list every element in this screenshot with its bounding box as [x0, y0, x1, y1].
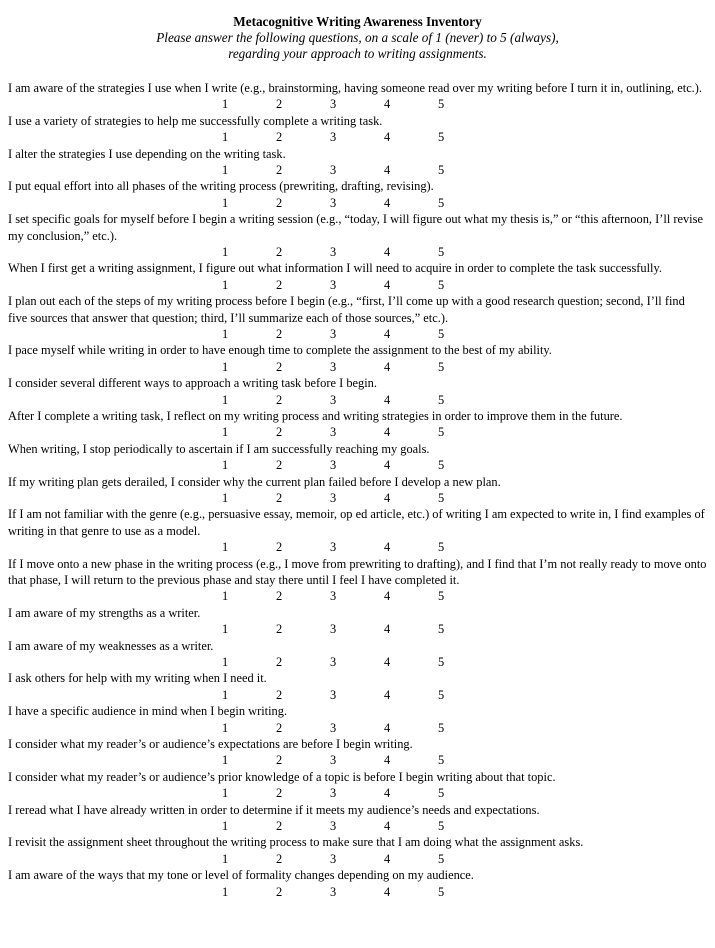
question-text: If I move onto a new phase in the writing process (e.g., I move from prewriting to drafting), and I find that I’m not really ready to move onto that phase, I will return to the previous phase and stay there until I feel I have completed it.: [8, 556, 707, 587]
rating-option[interactable]: 1: [222, 654, 229, 669]
rating-option[interactable]: 1: [222, 720, 229, 735]
question-text: I am aware of my weaknesses as a writer.: [8, 638, 214, 653]
rating-option[interactable]: 4: [384, 540, 391, 555]
rating-option[interactable]: 4: [384, 195, 391, 210]
rating-option[interactable]: 2: [276, 654, 283, 669]
question-text: I plan out each of the steps of my writing process before I begin (e.g., “first, I’ll come up with a good research question; second, I’ll find five sources that answer that question; third, I’ll summarize each of those sources,” etc.).: [8, 294, 685, 325]
question-item: [8, 441, 707, 474]
question-text: I ask others for help with my writing when I need it.: [8, 671, 267, 686]
rating-option[interactable]: 1: [222, 163, 229, 177]
rating-scale: [8, 785, 707, 801]
rating-option[interactable]: 4: [384, 687, 391, 702]
rating-option[interactable]: 4: [384, 327, 391, 341]
rating-option[interactable]: 1: [222, 884, 229, 899]
question-text: I alter the strategies I use depending on the writing task.: [8, 146, 286, 161]
question-item: [8, 260, 707, 293]
question-item: [8, 178, 707, 211]
rating-option[interactable]: 3: [330, 490, 337, 505]
rating-option[interactable]: 5: [438, 818, 445, 833]
rating-option[interactable]: 4: [384, 753, 391, 768]
rating-scale: [8, 687, 707, 703]
rating-option[interactable]: 5: [438, 130, 445, 145]
rating-scale: [8, 490, 707, 506]
rating-option[interactable]: 1: [222, 392, 229, 407]
rating-option[interactable]: 1: [222, 130, 229, 145]
rating-option[interactable]: 5: [438, 359, 445, 374]
rating-option[interactable]: 4: [384, 851, 391, 866]
rating-option[interactable]: 1: [222, 622, 229, 637]
rating-option[interactable]: 5: [438, 195, 445, 210]
rating-option[interactable]: 2: [276, 540, 283, 555]
rating-option[interactable]: 1: [222, 490, 229, 505]
rating-scale: [8, 359, 707, 375]
rating-option[interactable]: 5: [438, 327, 445, 341]
question-text: I put equal effort into all phases of the writing process (prewriting, drafting, revising).: [8, 179, 434, 194]
question-text: I reread what I have already written in order to determine if it meets my audience’s needs and expectations.: [8, 802, 540, 817]
rating-option[interactable]: 4: [384, 130, 391, 145]
rating-option[interactable]: 1: [222, 818, 229, 833]
rating-option[interactable]: 5: [438, 490, 445, 505]
rating-option[interactable]: 1: [222, 589, 229, 604]
question-text: After I complete a writing task, I reflect on my writing process and writing strategies in order to improve them in the future.: [8, 408, 623, 423]
rating-option[interactable]: 3: [330, 687, 337, 702]
rating-option[interactable]: 3: [330, 163, 337, 177]
rating-option[interactable]: 2: [276, 884, 283, 899]
rating-option[interactable]: 4: [384, 277, 391, 292]
rating-option[interactable]: 5: [438, 163, 445, 177]
rating-option[interactable]: 5: [438, 884, 445, 899]
question-text: When I first get a writing assignment, I figure out what information I will need to acquire in order to complete the task successfully.: [8, 261, 662, 276]
rating-scale: [8, 818, 707, 834]
rating-option[interactable]: 2: [276, 589, 283, 604]
rating-option[interactable]: 4: [384, 163, 391, 177]
rating-option[interactable]: 1: [222, 97, 229, 112]
question-text: I consider what my reader’s or audience’s prior knowledge of a topic is before I begin writing about that topic.: [8, 769, 556, 784]
rating-option[interactable]: 2: [276, 458, 283, 473]
question-item: [8, 342, 707, 375]
rating-scale: [8, 195, 707, 211]
question-item: [8, 211, 707, 260]
rating-option[interactable]: 1: [222, 458, 229, 473]
rating-option[interactable]: 3: [330, 359, 337, 374]
rating-option[interactable]: 2: [276, 277, 283, 292]
question-text: I have a specific audience in mind when I begin writing.: [8, 704, 288, 719]
question-item: [8, 834, 707, 867]
rating-scale: [8, 129, 707, 145]
question-text: If I am not familiar with the genre (e.g., persuasive essay, memoir, op ed article, etc.) of writing I am expected to write in, I find examples of writing in that genre to use as a model.: [8, 507, 705, 538]
rating-option[interactable]: 5: [438, 654, 445, 669]
question-item: [8, 802, 707, 835]
question-item: [8, 703, 707, 736]
rating-option[interactable]: 3: [330, 425, 337, 440]
rating-option[interactable]: 1: [222, 245, 229, 259]
rating-option[interactable]: 3: [330, 818, 337, 833]
rating-option[interactable]: 2: [276, 851, 283, 866]
rating-option[interactable]: 3: [330, 392, 337, 407]
question-item: [8, 769, 707, 802]
rating-option[interactable]: 3: [330, 720, 337, 735]
rating-option[interactable]: 3: [330, 245, 337, 259]
rating-option[interactable]: 2: [276, 622, 283, 637]
rating-scale: [8, 424, 707, 440]
rating-option[interactable]: 3: [330, 654, 337, 669]
question-text: I am aware of the strategies I use when I write (e.g., brainstorming, having someone read over my writing before I turn it in, outlining, etc.).: [8, 81, 703, 95]
rating-option[interactable]: 3: [330, 851, 337, 866]
rating-option[interactable]: 2: [276, 753, 283, 768]
instructions-line-2: regarding your approach to writing assignments.: [228, 46, 487, 61]
rating-scale: [8, 96, 707, 112]
question-item: [8, 113, 707, 146]
rating-option[interactable]: 2: [276, 327, 283, 341]
rating-option[interactable]: 5: [438, 425, 445, 440]
rating-option[interactable]: 2: [276, 392, 283, 407]
rating-option[interactable]: 5: [438, 720, 445, 735]
inventory-header: [8, 14, 707, 62]
rating-scale: [8, 720, 707, 736]
question-text: If my writing plan gets derailed, I consider why the current plan failed before I develop a new plan.: [8, 474, 501, 489]
rating-option[interactable]: 3: [330, 97, 337, 112]
rating-option[interactable]: 4: [384, 818, 391, 833]
rating-option[interactable]: 5: [438, 786, 445, 801]
question-text: I set specific goals for myself before I begin a writing session (e.g., “today, I will figure out what my thesis is,” or “this afternoon, I’ll revise my conclusion,” etc.).: [8, 212, 703, 243]
rating-option[interactable]: 4: [384, 97, 391, 112]
rating-scale: [8, 752, 707, 768]
question-text: I pace myself while writing in order to have enough time to complete the assignment to the best of my ability.: [8, 343, 552, 358]
question-item: [8, 736, 707, 769]
rating-option[interactable]: 1: [222, 327, 229, 341]
rating-option[interactable]: 5: [438, 622, 445, 637]
rating-scale: [8, 277, 707, 293]
rating-option[interactable]: 2: [276, 687, 283, 702]
rating-option[interactable]: 2: [276, 818, 283, 833]
rating-option[interactable]: 2: [276, 425, 283, 440]
rating-option[interactable]: 4: [384, 245, 391, 259]
rating-option[interactable]: 1: [222, 786, 229, 801]
rating-scale: [8, 457, 707, 473]
rating-option[interactable]: 2: [276, 359, 283, 374]
rating-option[interactable]: 3: [330, 786, 337, 801]
rating-option[interactable]: 2: [276, 97, 283, 112]
rating-option[interactable]: 2: [276, 490, 283, 505]
question-list: [8, 80, 707, 900]
rating-option[interactable]: 2: [276, 720, 283, 735]
question-item: [8, 474, 707, 507]
rating-option[interactable]: 4: [384, 786, 391, 801]
question-item: [8, 605, 707, 638]
rating-option[interactable]: 3: [330, 540, 337, 555]
rating-option[interactable]: 5: [438, 97, 445, 112]
rating-scale: [8, 244, 707, 260]
rating-option[interactable]: 4: [384, 490, 391, 505]
rating-option[interactable]: 1: [222, 359, 229, 374]
rating-option[interactable]: 3: [330, 753, 337, 768]
question-text: I am aware of the ways that my tone or level of formality changes depending on my audience.: [8, 868, 474, 883]
rating-option[interactable]: 4: [384, 589, 391, 604]
question-item: [8, 556, 707, 605]
rating-option[interactable]: 4: [384, 392, 391, 407]
question-item: [8, 146, 707, 179]
rating-option[interactable]: 1: [222, 277, 229, 292]
rating-option[interactable]: 5: [438, 392, 445, 407]
rating-option[interactable]: 1: [222, 195, 229, 210]
rating-scale: [8, 884, 707, 900]
rating-option[interactable]: 4: [384, 425, 391, 440]
rating-option[interactable]: 3: [330, 130, 337, 145]
rating-option[interactable]: 3: [330, 589, 337, 604]
rating-option[interactable]: 2: [276, 245, 283, 259]
rating-scale: [8, 162, 707, 178]
rating-option[interactable]: 5: [438, 245, 445, 259]
question-text: I consider what my reader’s or audience’s expectations are before I begin writing.: [8, 736, 413, 751]
rating-option[interactable]: 5: [438, 687, 445, 702]
rating-scale: [8, 851, 707, 867]
rating-option[interactable]: 3: [330, 884, 337, 899]
rating-option[interactable]: 4: [384, 654, 391, 669]
rating-option[interactable]: 2: [276, 163, 283, 177]
question-item: [8, 506, 707, 555]
rating-option[interactable]: 5: [438, 540, 445, 555]
rating-option[interactable]: 3: [330, 458, 337, 473]
question-text: I revisit the assignment sheet throughout the writing process to make sure that I am doing what the assignment asks.: [8, 835, 584, 850]
rating-option[interactable]: 5: [438, 277, 445, 292]
instructions-line-1: Please answer the following questions, on a scale of 1 (never) to 5 (always),: [156, 30, 559, 45]
rating-option[interactable]: 1: [222, 851, 229, 866]
rating-option[interactable]: 2: [276, 130, 283, 145]
question-item: [8, 408, 707, 441]
rating-option[interactable]: 3: [330, 622, 337, 637]
rating-option[interactable]: 5: [438, 589, 445, 604]
rating-option[interactable]: 1: [222, 753, 229, 768]
rating-option[interactable]: 3: [330, 195, 337, 210]
question-item: [8, 670, 707, 703]
rating-option[interactable]: 2: [276, 786, 283, 801]
rating-option[interactable]: 4: [384, 884, 391, 899]
rating-scale: [8, 654, 707, 670]
rating-scale: [8, 539, 707, 555]
rating-option[interactable]: 4: [384, 458, 391, 473]
rating-option[interactable]: 3: [330, 277, 337, 292]
rating-option[interactable]: 1: [222, 540, 229, 555]
question-item: [8, 375, 707, 408]
question-text: I consider several different ways to approach a writing task before I begin.: [8, 376, 377, 391]
question-text: When writing, I stop periodically to ascertain if I am successfully reaching my goals.: [8, 441, 430, 456]
question-item: [8, 867, 707, 900]
rating-option[interactable]: 3: [330, 327, 337, 341]
question-text: I use a variety of strategies to help me successfully complete a writing task.: [8, 113, 383, 128]
question-item: [8, 638, 707, 671]
rating-option[interactable]: 5: [438, 851, 445, 866]
rating-scale: [8, 326, 707, 342]
question-text: I am aware of my strengths as a writer.: [8, 605, 201, 620]
rating-option[interactable]: 5: [438, 458, 445, 473]
rating-option[interactable]: 4: [384, 359, 391, 374]
rating-option[interactable]: 1: [222, 687, 229, 702]
rating-scale: [8, 588, 707, 604]
rating-option[interactable]: 1: [222, 425, 229, 440]
rating-option[interactable]: 5: [438, 753, 445, 768]
rating-scale: [8, 392, 707, 408]
rating-option[interactable]: 2: [276, 195, 283, 210]
inventory-title: Metacognitive Writing Awareness Inventory: [233, 14, 482, 29]
rating-option[interactable]: 4: [384, 622, 391, 637]
question-item: [8, 80, 707, 113]
question-item: [8, 293, 707, 342]
rating-option[interactable]: 4: [384, 720, 391, 735]
rating-scale: [8, 621, 707, 637]
